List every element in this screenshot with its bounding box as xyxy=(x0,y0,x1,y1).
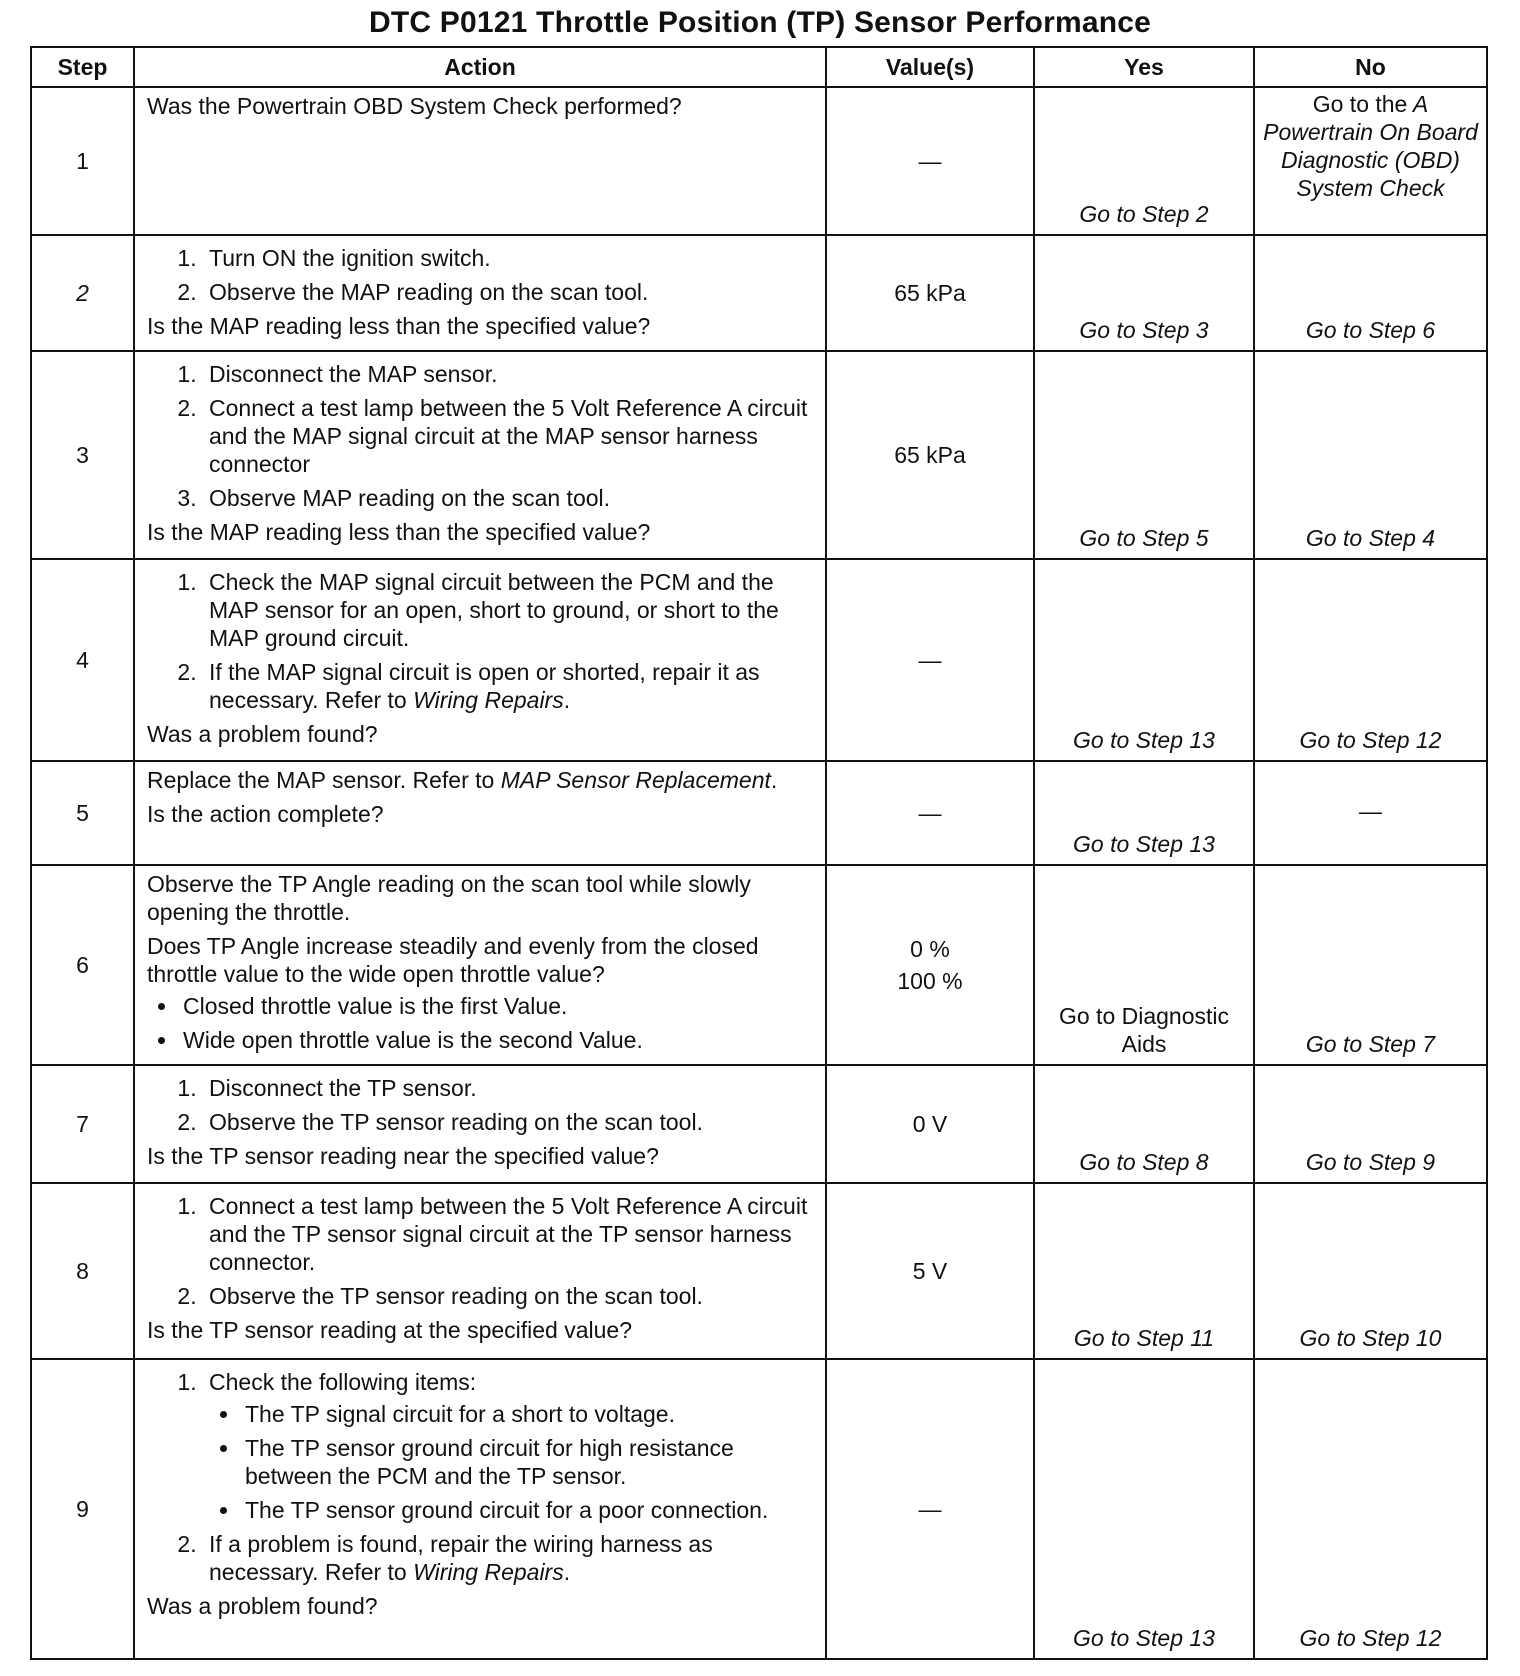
step-number: 7 xyxy=(31,1065,134,1183)
list-item xyxy=(203,1368,815,1524)
list-item: • The TP sensor ground circuit for high resistance between the PCM and the TP sensor. xyxy=(241,1434,815,1490)
action-paragraph: Does TP Angle increase steadily and evenly from the closed throttle value to the wide open throttle value? xyxy=(147,933,759,987)
action-cell xyxy=(134,1065,826,1183)
list-item: • The TP sensor ground circuit for a poor connection. xyxy=(241,1496,815,1524)
action-cell xyxy=(134,559,826,761)
action-cell xyxy=(134,1183,826,1359)
numbered-list xyxy=(147,360,815,512)
value-cell: — xyxy=(826,87,1034,235)
value-line: 100 % xyxy=(897,968,963,994)
table-row xyxy=(31,559,1487,761)
yes-cell: Go to Step 13 xyxy=(1034,1359,1254,1659)
step-number: 1 xyxy=(31,87,134,235)
step-number: 5 xyxy=(31,761,134,865)
table-row xyxy=(31,87,1487,235)
question-text: Is the MAP reading less than the specified value? xyxy=(147,313,651,339)
no-prefix: Go to the xyxy=(1312,91,1408,117)
page-title: DTC P0121 Throttle Position (TP) Sensor Performance xyxy=(368,6,1152,39)
no-cell: Go to Step 10 xyxy=(1254,1183,1487,1359)
yes-cell: Go to Step 13 xyxy=(1034,761,1254,865)
question-text: Was a problem found? xyxy=(147,1593,378,1619)
question-text: Is the TP sensor reading at the specified value? xyxy=(147,1317,633,1343)
list-item: 2. Observe the MAP reading on the scan tool. xyxy=(203,278,815,306)
action-text: Replace the MAP sensor. Refer to MAP Sensor Replacement. xyxy=(147,767,778,793)
reference-link: MAP Sensor Replacement xyxy=(500,767,771,793)
yes-cell: Go to Step 13 xyxy=(1034,559,1254,761)
no-cell: Go to Step 12 xyxy=(1254,559,1487,761)
table-row xyxy=(31,865,1487,1065)
list-item: 1. Connect a test lamp between the 5 Volt Reference A circuit and the TP sensor signal circuit at the TP sensor harness connector. xyxy=(203,1192,815,1276)
table-row xyxy=(31,1183,1487,1359)
step-number: 9 xyxy=(31,1359,134,1659)
list-item-text: If the MAP signal circuit is open or shorted, repair it as necessary. Refer to xyxy=(209,659,760,713)
list-item: 1. Disconnect the TP sensor. xyxy=(203,1074,815,1102)
header-value: Value(s) xyxy=(826,47,1034,87)
table-row xyxy=(31,761,1487,865)
header-yes: Yes xyxy=(1034,47,1254,87)
table-row xyxy=(31,235,1487,351)
list-item: 1. Check the MAP signal circuit between the PCM and the MAP sensor for an open, short to ground, or short to the MAP ground circuit. xyxy=(203,568,815,652)
action-cell xyxy=(134,235,826,351)
step-number: 3 xyxy=(31,351,134,559)
diagnostic-table xyxy=(30,46,1488,1660)
numbered-list xyxy=(147,568,815,714)
list-item: 1. Disconnect the MAP sensor. xyxy=(203,360,815,388)
table-row xyxy=(31,1065,1487,1183)
list-item: 3. Observe MAP reading on the scan tool. xyxy=(203,484,815,512)
list-item: 1. Turn ON the ignition switch. xyxy=(203,244,815,272)
list-item: 2. Observe the TP sensor reading on the scan tool. xyxy=(203,1108,815,1136)
no-cell: — xyxy=(1254,761,1487,865)
yes-cell: Go to Step 3 xyxy=(1034,235,1254,351)
yes-cell: Go to Step 5 xyxy=(1034,351,1254,559)
step-number: 8 xyxy=(31,1183,134,1359)
value-cell: 65 kPa xyxy=(826,351,1034,559)
yes-cell: Go to Diagnostic Aids xyxy=(1034,865,1254,1065)
action-cell xyxy=(134,1359,826,1659)
numbered-list xyxy=(147,244,815,306)
table-header-row xyxy=(31,47,1487,87)
bullet-list xyxy=(147,992,815,1054)
step-number: 4 xyxy=(31,559,134,761)
no-cell: Go to Step 12 xyxy=(1254,1359,1487,1659)
action-text-body: Replace the MAP sensor. Refer to xyxy=(147,767,495,793)
header-action: Action xyxy=(134,47,826,87)
step-number: 2 xyxy=(31,235,134,351)
table-row xyxy=(31,351,1487,559)
action-paragraph: Observe the TP Angle reading on the scan tool while slowly opening the throttle. xyxy=(147,871,751,925)
value-cell xyxy=(826,865,1034,1065)
reference-link: Wiring Repairs xyxy=(413,1559,564,1585)
header-step: Step xyxy=(31,47,134,87)
action-cell xyxy=(134,761,826,865)
question-text: Was a problem found? xyxy=(147,721,378,747)
yes-cell: Go to Step 2 xyxy=(1034,87,1254,235)
value-cell: — xyxy=(826,1359,1034,1659)
no-cell: Go to Step 7 xyxy=(1254,865,1487,1065)
table-row xyxy=(31,1359,1487,1659)
value-cell: — xyxy=(826,559,1034,761)
no-cell: Go to Step 6 xyxy=(1254,235,1487,351)
no-cell: Go to Step 4 xyxy=(1254,351,1487,559)
list-item: • Closed throttle value is the first Value. xyxy=(179,992,815,1020)
bullet-list xyxy=(209,1400,815,1524)
no-cell xyxy=(1254,87,1487,235)
yes-cell: Go to Step 11 xyxy=(1034,1183,1254,1359)
numbered-list xyxy=(147,1074,815,1136)
value-cell: 65 kPa xyxy=(826,235,1034,351)
list-item: • The TP signal circuit for a short to voltage. xyxy=(241,1400,815,1428)
list-item: • Wide open throttle value is the second Value. xyxy=(179,1026,815,1054)
value-line: 0 % xyxy=(910,936,950,962)
question-text: Is the TP sensor reading near the specified value? xyxy=(147,1143,659,1169)
no-cell: Go to Step 9 xyxy=(1254,1065,1487,1183)
numbered-list xyxy=(147,1192,815,1310)
reference-link: Wiring Repairs xyxy=(413,687,564,713)
question-text: Is the MAP reading less than the specified value? xyxy=(147,519,651,545)
numbered-list xyxy=(147,1368,815,1586)
list-item: 2. If a problem is found, repair the wiring harness as necessary. Refer to Wiring Repairs. xyxy=(203,1530,815,1586)
action-cell xyxy=(134,865,826,1065)
list-item: 2. If the MAP signal circuit is open or shorted, repair it as necessary. Refer to Wiring Repairs. xyxy=(203,658,815,714)
header-no: No xyxy=(1254,47,1487,87)
value-cell: 0 V xyxy=(826,1065,1034,1183)
list-item: 2. Connect a test lamp between the 5 Volt Reference A circuit and the MAP signal circuit at the MAP sensor harness connector xyxy=(203,394,815,478)
value-cell: — xyxy=(826,761,1034,865)
question-text: Is the action complete? xyxy=(147,801,384,827)
list-item: 2. Observe the TP sensor reading on the scan tool. xyxy=(203,1282,815,1310)
list-item-text: Check the following items: xyxy=(209,1369,477,1395)
action-cell xyxy=(134,87,826,235)
value-cell: 5 V xyxy=(826,1183,1034,1359)
yes-cell: Go to Step 8 xyxy=(1034,1065,1254,1183)
list-item-text: If a problem is found, repair the wiring harness as necessary. Refer to xyxy=(209,1531,713,1585)
step-number: 6 xyxy=(31,865,134,1065)
action-cell xyxy=(134,351,826,559)
action-text: Was the Powertrain OBD System Check performed? xyxy=(147,93,682,119)
no-link: A Powertrain On Board Diagnostic (OBD) System Check xyxy=(1263,91,1478,201)
